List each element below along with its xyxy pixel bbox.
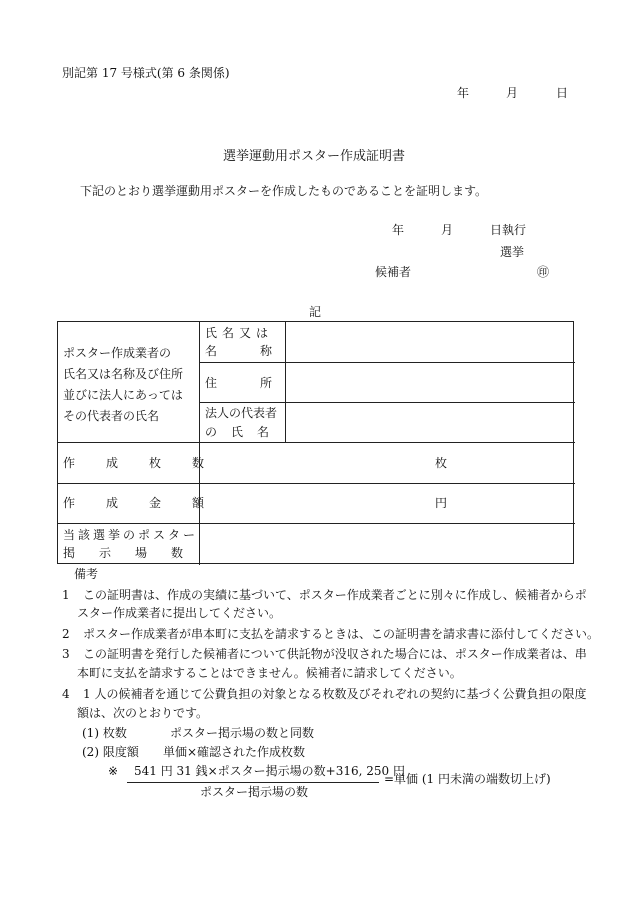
remark-3-line-2: 本町に支払を請求することはできません。候補者に請求してください。	[77, 666, 462, 680]
sub-address: 住所	[205, 376, 316, 390]
table-line	[199, 362, 575, 363]
remarks-heading: 備考	[74, 567, 99, 581]
formula-result: =単価 (1 円未満の端数切上げ)	[384, 772, 551, 786]
table-line	[58, 442, 575, 443]
formula-mark: ※	[108, 764, 119, 778]
seal-mark: ㊞	[537, 265, 550, 279]
intro-text: 下記のとおり選挙運動用ポスターを作成したものであることを証明します。	[80, 184, 488, 198]
remark-4-line-2: 額は、次のとおりです。	[77, 706, 209, 720]
left-header-line-4: その代表者の氏名	[63, 409, 160, 423]
left-header-line-1: ポスター作成業者の	[63, 346, 172, 360]
remark-2-line-1: ポスター作成業者が串本町に支払を請求するときは、この証明書を請求書に添付してください。	[83, 627, 600, 641]
row-boards-line-2: 掲示場数	[63, 546, 208, 560]
row-amount-unit: 円	[435, 496, 448, 510]
sub-1-label: (1) 枚数	[82, 726, 127, 740]
document-title: 選挙運動用ポスター作成証明書	[223, 149, 406, 164]
row-count-unit: 枚	[435, 456, 448, 470]
remark-1-num: 1	[62, 588, 70, 602]
sub-rep-line-1: 法人の代表者	[205, 406, 278, 420]
remark-2-num: 2	[62, 627, 70, 641]
table-line	[58, 523, 575, 524]
sub-rep-line-2: の氏名	[205, 425, 284, 439]
row-count-label: 作成枚数	[63, 456, 236, 470]
table-line	[58, 483, 575, 484]
left-header-line-3: 並びに法人にあっては	[63, 388, 183, 402]
date-year: 年	[457, 86, 470, 100]
remark-1-line-1: この証明書は、作成の実績に基づいて、ポスター作成業者ごとに別々に作成し、候補者からポ	[83, 588, 587, 602]
remark-3-line-1: この証明書を発行した候補者について供託物が没収された場合には、ポスター作成業者は、串	[83, 647, 587, 661]
election-day-held: 日執行	[490, 223, 527, 237]
sub-2-label: (2) 限度額	[82, 745, 139, 759]
date-day: 日	[556, 86, 569, 100]
certificate-table	[57, 321, 574, 564]
formula-numerator: 541 円 31 銭×ポスター掲示場の数+316, 250 円	[134, 764, 405, 778]
sub-name-line-1: 氏名又は	[205, 326, 274, 340]
sub-2-value: 単価×確認された作成枚数	[163, 745, 306, 759]
formula-denominator: ポスター掲示場の数	[200, 785, 309, 799]
remark-4-num: 4	[62, 687, 70, 701]
remark-1-line-2: スター作成業者に提出してください。	[77, 606, 282, 620]
fraction-line	[127, 782, 379, 783]
remark-4-line-1: 1 人の候補者を通じて公費負担の対象となる枚数及びそれぞれの契約に基づく公費負担の限度	[83, 687, 587, 701]
table-line	[199, 322, 200, 565]
row-boards-line-1: 当該選挙のポスター	[63, 528, 199, 542]
election-year: 年	[392, 223, 405, 237]
date-month: 月	[506, 86, 519, 100]
election-month: 月	[441, 223, 454, 237]
remark-3-num: 3	[62, 647, 70, 661]
sub-1-value: ポスター掲示場の数と同数	[170, 726, 315, 740]
row-amount-label: 作成金額	[63, 496, 236, 510]
election-name: 選挙	[500, 245, 525, 259]
ki-label: 記	[309, 305, 322, 319]
table-line	[199, 402, 575, 403]
candidate-label: 候補者	[375, 265, 412, 279]
left-header-line-2: 氏名又は名称及び住所	[63, 367, 184, 381]
form-label: 別記第 17 号様式(第 6 条関係)	[62, 66, 230, 80]
sub-name-line-2: 名称	[205, 344, 316, 358]
